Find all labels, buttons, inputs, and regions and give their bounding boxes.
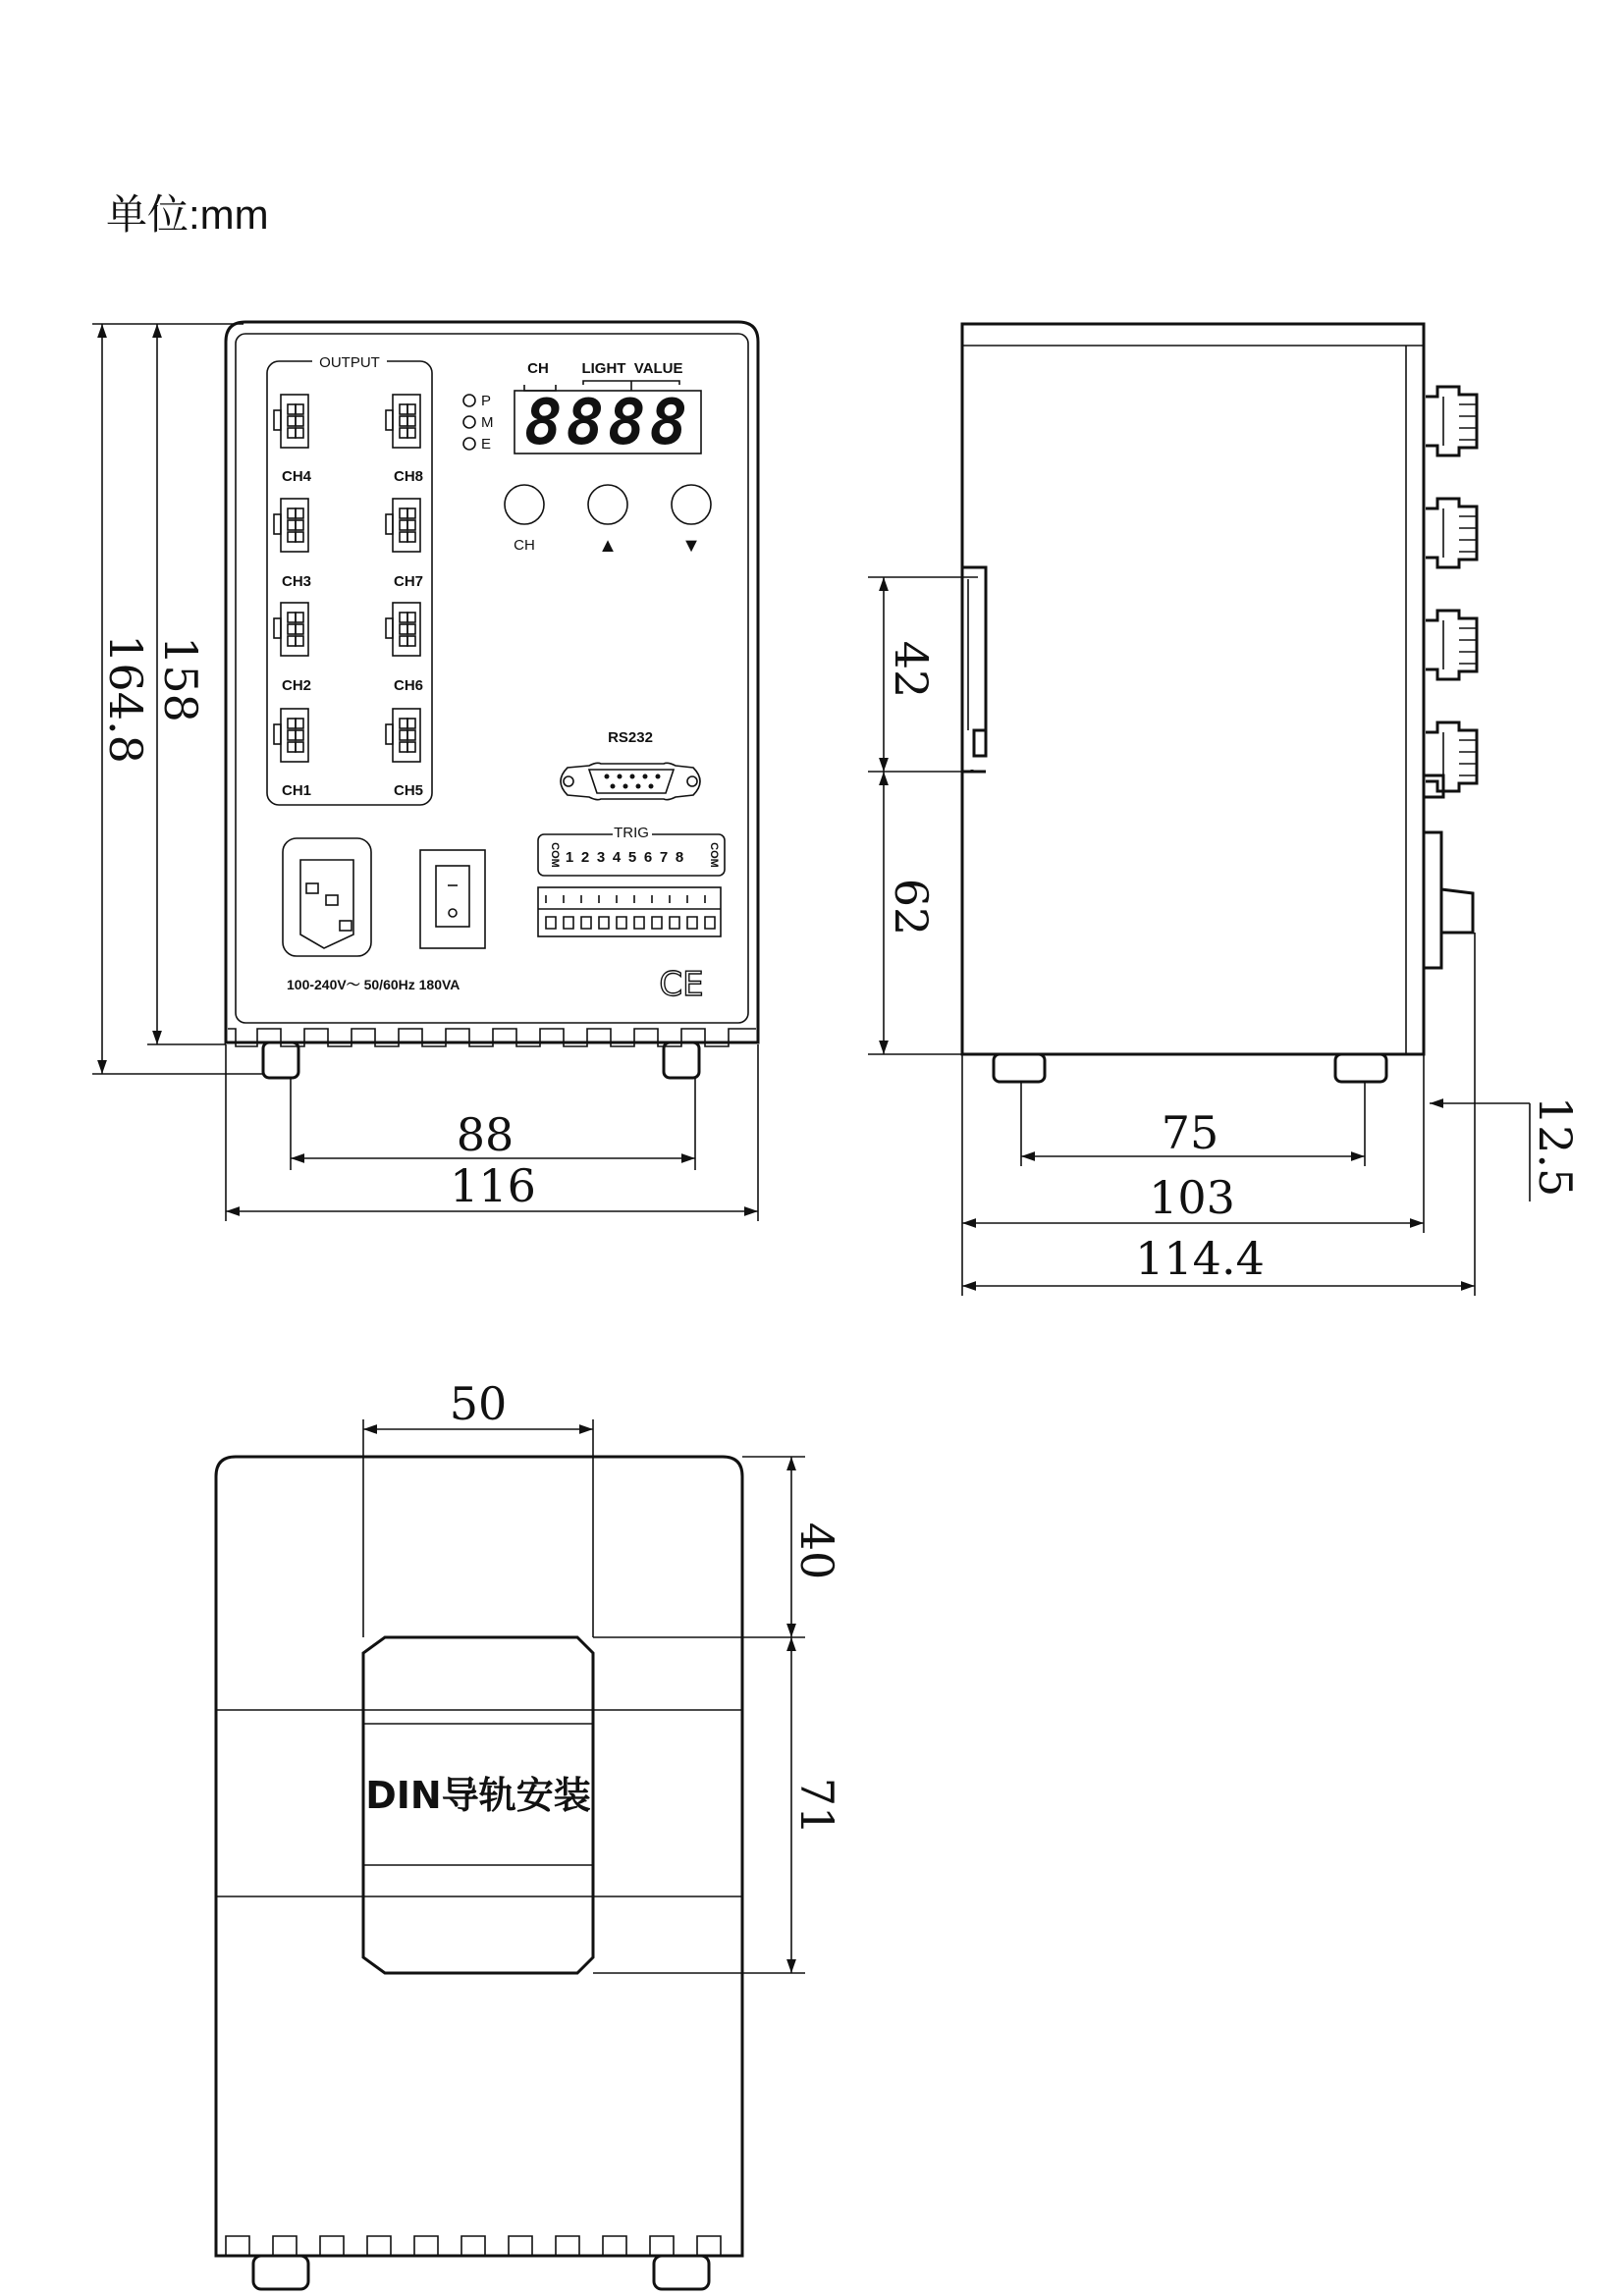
dim-front-height-outer: 164.8 [99, 634, 152, 764]
ch-button[interactable] [505, 485, 544, 524]
led-e-icon [463, 438, 475, 450]
ch7-label: CH7 [393, 573, 424, 590]
front-view [92, 322, 758, 1221]
trig-pin-1: 1 [565, 849, 574, 866]
trig-pin-3: 3 [596, 849, 606, 866]
ch2-label: CH2 [281, 677, 312, 694]
unit-label: 单位:mm [106, 191, 269, 238]
side-connector-3 [1426, 611, 1477, 679]
bottom-view [216, 1377, 843, 2289]
com-label-left: COM [549, 842, 561, 868]
power-rating: 100-240V～ 50/60Hz 180VA [287, 977, 460, 992]
connector-ch7 [386, 499, 420, 552]
bottom-foot-left [253, 2256, 308, 2289]
power-inlet-frame [283, 838, 371, 956]
dim-side-depth: 103 [1149, 1171, 1235, 1224]
dim-bottom-top-offset: 40 [790, 1522, 843, 1580]
display-ch-label: CH [527, 360, 549, 377]
trig-pin-2: 2 [580, 849, 590, 866]
trig-pin-5: 5 [627, 849, 637, 866]
trig-pin-8: 8 [675, 849, 684, 866]
din-label: DIN导轨安装 [365, 1774, 591, 1817]
bottom-enclosure [216, 1457, 742, 2256]
rs232-label: RS232 [608, 729, 653, 746]
dim-front-feet-span: 88 [456, 1108, 514, 1161]
ch3-label: CH3 [281, 573, 312, 590]
connector-ch2 [274, 603, 308, 656]
trig-pin-4: 4 [612, 849, 622, 866]
down-arrow-icon: ▼ [681, 535, 701, 557]
dim-side-total-depth: 114.4 [1135, 1232, 1265, 1285]
ch1-label: CH1 [281, 782, 312, 799]
side-enclosure [962, 324, 1424, 1054]
display-value-label: LIGHT VALUE [581, 360, 683, 377]
side-foot-right [1335, 1054, 1386, 1082]
trig-pin-7: 7 [659, 849, 669, 866]
power-switch-frame[interactable] [420, 850, 485, 948]
dim-side-upper: 42 [885, 640, 938, 699]
connector-ch6 [386, 603, 420, 656]
dim-side-feet-span: 75 [1161, 1106, 1219, 1159]
ch5-label: CH5 [393, 782, 424, 799]
display-digits: 8888 [523, 387, 692, 459]
led-e-label: E [481, 436, 492, 453]
side-connector-2 [1426, 499, 1477, 567]
side-foot-left [994, 1054, 1045, 1082]
trig-terminal-block [538, 887, 721, 936]
front-foot-right [664, 1042, 699, 1078]
connector-ch3 [274, 499, 308, 552]
ch4-label: CH4 [281, 468, 312, 485]
ch-button-label: CH [514, 537, 535, 554]
bottom-foot-right [654, 2256, 709, 2289]
trig-label: TRIG [614, 825, 649, 841]
front-foot-left [263, 1042, 298, 1078]
dim-front-width: 116 [450, 1159, 536, 1212]
up-button[interactable] [588, 485, 627, 524]
dim-side-lower: 62 [885, 878, 938, 936]
com-label-right: COM [708, 842, 720, 868]
led-p-label: P [481, 393, 492, 409]
ch6-label: CH6 [393, 677, 424, 694]
dim-side-connector: 12.5 [1529, 1095, 1582, 1198]
side-connector-4 [1426, 722, 1477, 791]
side-view [868, 324, 1582, 1296]
led-m-label: M [481, 414, 494, 431]
led-m-icon [463, 416, 475, 428]
rs232-port [561, 763, 700, 799]
dim-bottom-mid: 71 [790, 1777, 843, 1836]
connector-ch5 [386, 709, 420, 762]
dim-bottom-rail-width: 50 [449, 1377, 508, 1430]
up-arrow-icon: ▲ [598, 535, 618, 557]
down-button[interactable] [672, 485, 711, 524]
connector-ch4 [274, 395, 308, 448]
connector-ch8 [386, 395, 420, 448]
trig-pin-6: 6 [643, 849, 653, 866]
connector-ch1 [274, 709, 308, 762]
ch8-label: CH8 [393, 468, 424, 485]
side-switch [1424, 832, 1473, 968]
ce-mark: CE [659, 965, 704, 1004]
bottom-vents [226, 2236, 721, 2256]
dim-front-height-inner: 158 [154, 636, 207, 722]
led-p-icon [463, 395, 475, 406]
output-label: OUTPUT [319, 354, 380, 371]
side-connector-1 [1426, 387, 1477, 455]
power-inlet-socket [300, 860, 353, 948]
